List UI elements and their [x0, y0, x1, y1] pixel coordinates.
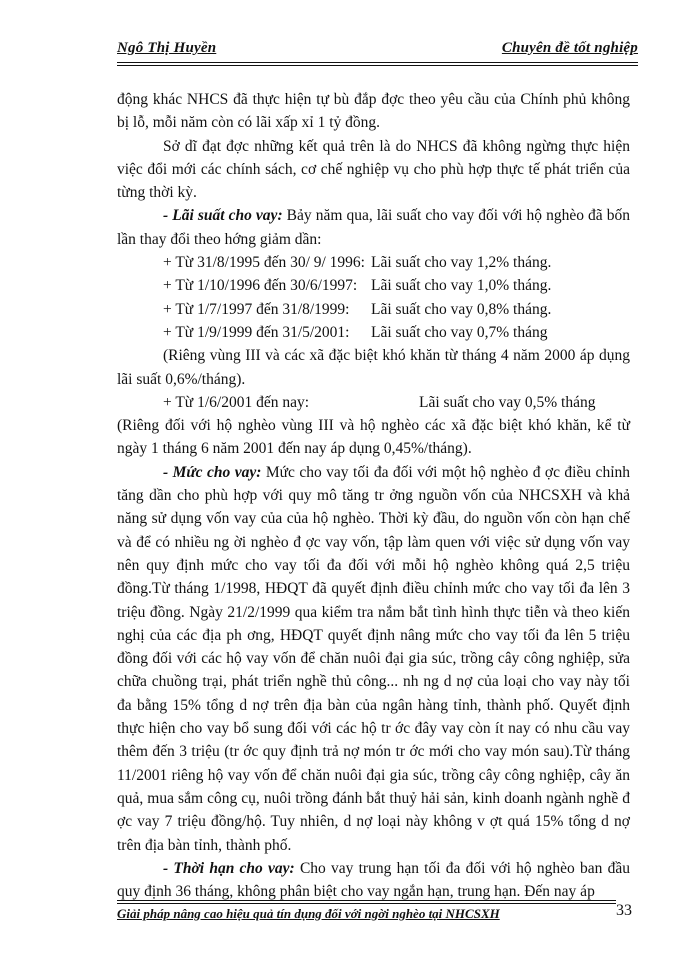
rate-period: + Từ 1/10/1996 đến 30/6/1997: — [163, 277, 358, 295]
rate-item — [117, 298, 630, 321]
rate-item — [117, 321, 630, 344]
paragraph: (Riêng đối với hộ nghèo vùng III và hộ nghèo các xã đặc biệt khó khăn, kể từ ngày 1 tháng 6 năm 2001 đến nay áp dụng 0,45%/tháng). — [117, 417, 630, 458]
footer-title: Giải pháp nâng cao hiệu quả tín dụng đối với ngời nghèo tại NHCSXH — [117, 906, 500, 921]
section-label-loan-amount: - Mức cho vay: — [163, 463, 262, 481]
rate-value: Lãi suất cho vay 0,8% tháng. — [371, 300, 552, 318]
rate-item — [117, 274, 630, 297]
paragraph-loan-amount — [117, 461, 630, 857]
rate-value: Lãi suất cho vay 0,5% tháng — [419, 393, 596, 411]
paragraph: (Riêng vùng III và các xã đặc biệt khó khăn từ tháng 4 năm 2000 áp dụng lãi suất 0,6%/tháng). — [117, 347, 630, 388]
rate-period: + Từ 31/8/1995 đến 30/ 9/ 1996: — [163, 254, 365, 272]
rate-value: Lãi suất cho vay 1,2% tháng. — [371, 254, 552, 272]
header-rule — [117, 62, 638, 66]
paragraph-loan-term — [117, 857, 630, 904]
paragraph-text: Mức cho vay tối đa đối với một hộ nghèo đ ợc điều chỉnh tăng dần cho phù hợp với quy mô tăng tr ởng nguồn vốn của NHCSXH và khả năng sử dụng vốn vay của của hộ nghèo. Thời kỳ đầu, do nguồn vốn còn hạn chế và để có nhiều ng ời nghèo đ ợc vay vốn, tập làm quen với việc sử dụng vốn vay nên quy định mức cho vay tối đa đối với mỗi hộ nghèo không quá 2,5 triệu đồng.Từ tháng 1/1998, HĐQT đã quyết định điều chỉnh mức cho vay tối đa lên 3 triệu đồng. Ngày 21/2/1999 qua kiểm tra nắm bắt tình hình thực tiễn và theo kiến nghị của các địa ph ơng, HĐQT quyết định nâng mức cho vay tối đa lên 5 triệu đồng đối với các hộ vay vốn để chăn nuôi đại gia súc, trồng cây công nghiệp, sửa chữa chuồng trại, phát triển nghề thủ công... nh ng d nợ của loại cho vay này tối đa bằng 15% tổng d nợ trên địa bàn của ngân hàng tỉnh, thành phố. Quyết định thực hiện cho vay bổ sung đối với các hộ tr ớc đây vay còn ít nay có nhu cầu vay thêm đến 3 triệu (tr ớc quy định trả nợ món tr ớc mới cho vay món sau).Từ tháng 11/2001 riêng hộ vay vốn để chăn nuôi đại gia súc, trồng cây công nghiệp, cây ăn quả, mua sắm công cụ, nuôi trồng đánh bắt thuỷ hải sản, kinh doanh ngành nghề đ ợc vay 7 triệu đồng/hộ. Tuy nhiên, d nợ loại này không v ợt quá 15% tổng d nợ trên địa bàn tỉnh, thành phố. — [117, 463, 630, 854]
paragraph: động khác NHCS đã thực hiện tự bù đắp đợc theo yêu cầu của Chính phủ không bị lỗ, mỗi năm còn có lãi xấp xỉ 1 tỷ đồng. — [117, 91, 630, 132]
header-author: Ngô Thị Huyền — [117, 40, 217, 56]
page-number: 33 — [616, 902, 632, 919]
paragraph-text: Cho vay trung hạn tối đa đối với hộ nghèo ban đầu quy định 36 tháng, không phân biệt cho vay ngắn hạn, trung hạn. Đến nay áp — [117, 859, 630, 901]
rate-value: Lãi suất cho vay 0,7% tháng — [371, 323, 548, 341]
header-title: Chuyên đề tốt nghiệp — [501, 40, 638, 56]
paragraph: Sở dĩ đạt đợc những kết quả trên là do NHCS đã không ngừng thực hiện việc đổi mới các chính sách, cơ chế nghiệp vụ cho phù hợp thực tế phát triển của từng thời kỳ. — [117, 137, 630, 202]
document-body — [117, 88, 630, 903]
rate-item — [117, 391, 630, 414]
footer-rule — [117, 900, 616, 904]
rate-value: Lãi suất cho vay 1,0% tháng. — [371, 277, 552, 295]
paragraph-text: Bảy năm qua, lãi suất cho vay đối với hộ nghèo đã bốn lần thay đổi theo hớng giảm dần: — [117, 207, 630, 248]
paragraph-interest-rate — [117, 204, 630, 251]
section-label-interest-rate: - Lãi suất cho vay: — [163, 207, 283, 225]
rate-item — [117, 251, 630, 274]
rate-period: + Từ 1/9/1999 đến 31/5/2001: — [163, 323, 350, 341]
section-label-loan-term: - Thời hạn cho vay: — [163, 859, 295, 877]
rate-period: + Từ 1/7/1997 đến 31/8/1999: — [163, 300, 350, 318]
rate-period: + Từ 1/6/2001 đến nay: — [163, 393, 310, 411]
